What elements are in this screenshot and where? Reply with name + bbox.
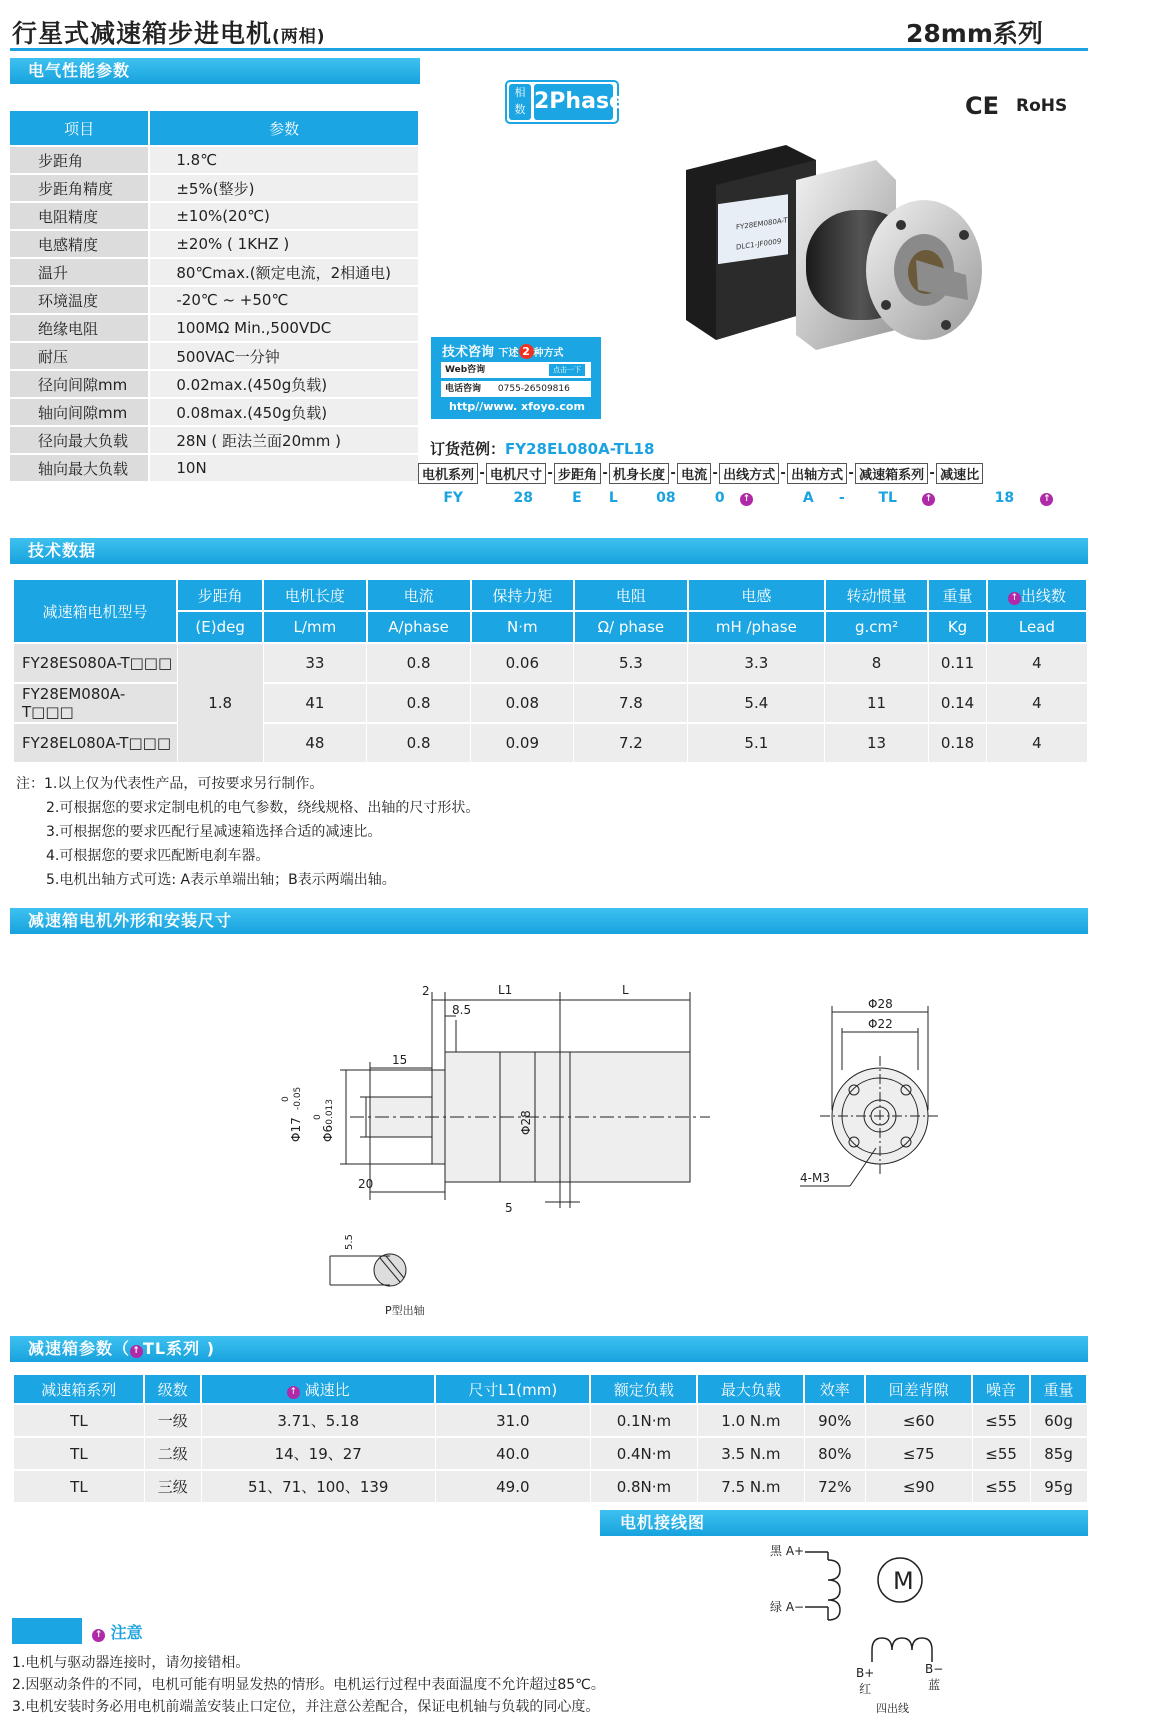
table-row	[10, 230, 418, 258]
header-cell	[987, 580, 1087, 611]
step-angle: 1.8	[177, 643, 263, 763]
value-cell: 7.2	[574, 723, 688, 763]
order-example-code: FY28EL080A-TL18	[505, 440, 655, 458]
lead-b-minus-text: B−	[925, 1662, 944, 1676]
dim-l1: L1	[498, 983, 513, 997]
unit-cell: (E)deg	[177, 611, 263, 643]
phase-cn-2: 数	[514, 103, 526, 116]
table-header	[10, 111, 418, 146]
value-cell: TL	[14, 1404, 144, 1437]
phase-cn-1: 相	[514, 86, 526, 99]
param-name: 耐压	[10, 342, 149, 370]
table-row	[10, 314, 418, 342]
note-text: 1.以上仅为代表性产品，可按要求另行制作。	[44, 776, 324, 792]
param-name: 径向间隙mm	[10, 370, 149, 398]
unit-cell: Ω/ phase	[574, 611, 688, 643]
order-dash: -	[479, 466, 485, 481]
notice-item: 3.电机安装时务必用电机前端盖安装止口定位，并注意公差配合，保证电机轴与负载的同心度。	[12, 1699, 600, 1715]
order-fields	[418, 463, 983, 484]
title-text: 行星式减速箱步进电机	[12, 19, 273, 48]
param-name: 电感精度	[10, 230, 149, 258]
note-text: 4.可根据您的要求匹配断电刹车器。	[46, 848, 270, 864]
order-values	[418, 485, 1088, 511]
electrical-table	[10, 111, 418, 483]
table-row	[10, 258, 418, 286]
table-row	[10, 286, 418, 314]
motor-letter: M	[893, 1567, 914, 1595]
motor-illustration	[676, 140, 1026, 390]
header-text: 出线数	[1020, 586, 1066, 605]
dim-20: 20	[358, 1177, 374, 1191]
note-item	[16, 868, 479, 892]
value-cell: 60g	[1030, 1404, 1087, 1437]
col-param: 参数	[149, 111, 418, 146]
p-shaft-label: P型出轴	[385, 1304, 425, 1317]
electrical-rows	[10, 146, 418, 482]
web-consult-row[interactable]	[441, 362, 591, 378]
order-field: 出线方式	[720, 464, 779, 484]
lead-a-minus: 绿 A−	[770, 1600, 805, 1614]
model-cell: FY28ES080A-T□□□	[14, 643, 177, 683]
header-cell: 回差背隙	[865, 1375, 972, 1404]
value-cell: 5.3	[574, 643, 688, 683]
value-cell: 48	[263, 723, 366, 763]
coil-b	[872, 1638, 932, 1650]
value-cell: 49.0	[435, 1470, 590, 1502]
notice-title	[92, 1620, 143, 1643]
notes	[16, 772, 479, 892]
order-dash: -	[780, 466, 786, 481]
dim-phi17: Φ17	[289, 1117, 303, 1142]
phone-number: 0755-26509816	[497, 384, 570, 394]
value-cell: 40.0	[435, 1437, 590, 1470]
notice-item: 1.电机与驱动器连接时，请勿接错相。	[12, 1655, 250, 1671]
tech-rows	[14, 643, 1087, 763]
gearbox-table	[14, 1375, 1088, 1502]
order-field: 减速比	[937, 464, 983, 484]
consult-title-text: 技术咨询	[442, 345, 495, 360]
consult-box	[431, 337, 601, 419]
header-cell: 电感	[688, 580, 825, 611]
value-cell: 8	[825, 643, 928, 683]
lead-b-minus	[925, 1662, 943, 1693]
notice-title-text: 注意	[110, 1623, 143, 1642]
web-consult-label: Web咨询	[445, 365, 486, 375]
table-row	[14, 1470, 1087, 1502]
value-cell: 14、19、27	[201, 1437, 435, 1470]
nameplate-line2: DLC1-JF0009	[736, 236, 782, 252]
note-text: 3.可根据您的要求匹配行星减速箱选择合适的减速比。	[46, 824, 382, 840]
param-value: ±10%(20℃)	[149, 202, 418, 230]
value-cell: 0.06	[471, 643, 574, 683]
table-row	[14, 1437, 1087, 1470]
param-value: 28N ( 距法兰面20mm )	[149, 426, 418, 454]
unit-cell: N·m	[471, 611, 574, 643]
value-cell: 0.1N·m	[590, 1404, 697, 1437]
notes-list	[16, 772, 479, 892]
ce-mark: CE	[965, 92, 1000, 120]
order-value: A	[802, 490, 814, 506]
note-item	[16, 820, 479, 844]
header-cell	[201, 1375, 435, 1404]
series-label: 28mm系列	[906, 19, 1043, 48]
order-value-row	[418, 485, 1088, 511]
model-cell: FY28EL080A-T□□□	[14, 723, 177, 763]
dim-phi28: Φ28	[519, 1110, 533, 1135]
table-row	[10, 146, 418, 174]
value-cell: 0.8	[367, 723, 471, 763]
value-cell: 80%	[804, 1437, 865, 1470]
header-cell: 重量	[1030, 1375, 1087, 1404]
dim-15: 15	[392, 1053, 408, 1067]
value-cell: 95g	[1030, 1470, 1087, 1502]
order-field: 出轴方式	[788, 464, 847, 484]
order-field: 电机尺寸	[487, 464, 546, 484]
dim-8-5: 8.5	[452, 1003, 472, 1017]
table-row	[14, 723, 1087, 763]
notice-block	[12, 1618, 82, 1644]
header-cell: 重量	[928, 580, 987, 611]
value-cell: ≤55	[972, 1437, 1030, 1470]
circle-icon: ↑	[1008, 592, 1021, 605]
gearbox-header	[14, 1375, 1087, 1404]
order-value: 18	[994, 490, 1015, 506]
page-title	[12, 14, 326, 50]
note-item	[16, 772, 479, 796]
param-name: 径向最大负载	[10, 426, 149, 454]
order-value: FY	[443, 490, 464, 506]
param-value: 0.08max.(450g负载)	[149, 398, 418, 426]
table-row	[14, 683, 1087, 723]
unit-cell: g.cm²	[825, 611, 928, 643]
header-cell: 减速箱电机型号	[14, 580, 177, 643]
dim-2: 2	[422, 984, 430, 998]
title-rule	[10, 48, 1088, 51]
order-dash: -	[670, 466, 676, 481]
param-value: 100MΩ Min.,500VDC	[149, 314, 418, 342]
website-link[interactable]: http//www. xfoyo.com	[449, 400, 585, 413]
value-cell: ≤90	[865, 1470, 972, 1502]
notice-list	[12, 1652, 605, 1718]
param-name: 步距角	[10, 146, 149, 174]
value-cell: 二级	[144, 1437, 201, 1470]
param-name: 轴向最大负载	[10, 454, 149, 482]
order-field: 减速箱系列	[856, 464, 928, 484]
dim-phi6-tol-dn: -0.013	[325, 1098, 335, 1128]
value-cell: 85g	[1030, 1437, 1087, 1470]
value-cell: 0.14	[928, 683, 987, 723]
table-row	[10, 342, 418, 370]
value-cell: 7.8	[574, 683, 688, 723]
value-cell: 11	[825, 683, 928, 723]
header-cell: 电流	[367, 580, 471, 611]
note-prefix: 注：	[16, 776, 44, 792]
value-cell: 0.8	[367, 643, 471, 683]
order-field-row	[419, 464, 983, 484]
order-example	[430, 438, 654, 459]
notice-item: 2.因驱动条件的不同，电机可能有明显发热的情形。电机运行过程中表面温度不允许超过85℃。	[12, 1677, 605, 1693]
order-value: 28	[513, 490, 533, 506]
value-cell: 0.8	[367, 683, 471, 723]
lead-b-plus-text: B+	[856, 1666, 875, 1680]
value-cell: 4	[987, 683, 1087, 723]
param-value: 1.8℃	[149, 146, 418, 174]
header-cell: 额定负载	[590, 1375, 697, 1404]
header-cell: 电阻	[574, 580, 688, 611]
param-value: ±20% ( 1KHZ )	[149, 230, 418, 258]
circle-icon: ↑	[130, 1345, 143, 1358]
value-cell: 3.5 N.m	[697, 1437, 804, 1470]
tech-header	[14, 580, 1087, 643]
tech-table	[14, 580, 1088, 764]
note-text: 5.电机出轴方式可选: A表示单端出轴；B表示两端出轴。	[46, 872, 396, 888]
header-cell: 噪音	[972, 1375, 1030, 1404]
value-cell: 4	[987, 643, 1087, 683]
order-value: -	[838, 490, 845, 506]
param-name: 绝缘电阻	[10, 314, 149, 342]
phase-badge	[505, 80, 624, 124]
unit-cell: A/phase	[367, 611, 471, 643]
param-value: -20℃ ~ +50℃	[149, 286, 418, 314]
consult-num: 2	[519, 344, 534, 359]
gearbox-title: 减速箱参数（	[28, 1339, 131, 1358]
value-cell: 0.18	[928, 723, 987, 763]
dim-5-5: 5.5	[344, 1234, 355, 1250]
order-dash: -	[929, 466, 935, 481]
header-cell: 电机长度	[263, 580, 366, 611]
value-cell: 51、71、100、139	[201, 1470, 435, 1502]
dim-phi17-tol-dn: -0.05	[293, 1086, 303, 1110]
header-cell: 级数	[144, 1375, 201, 1404]
order-dash: -	[602, 466, 608, 481]
table-row	[14, 1404, 1087, 1437]
header-cell: 效率	[804, 1375, 865, 1404]
section-wiring: 电机接线图	[600, 1510, 1088, 1536]
order-dash: -	[712, 466, 718, 481]
coil-a	[828, 1560, 840, 1620]
header-cell: 保持力矩	[471, 580, 574, 611]
order-field: 机身长度	[610, 464, 669, 484]
value-cell: 三级	[144, 1470, 201, 1502]
order-label: 订货范例：	[430, 440, 506, 458]
order-value: L	[608, 490, 618, 506]
unit-cell: Lead	[987, 611, 1087, 643]
param-name: 步距角精度	[10, 174, 149, 202]
param-value: ±5%(整步)	[149, 174, 418, 202]
consult-title	[442, 341, 564, 360]
header-cell: 减速箱系列	[14, 1375, 144, 1404]
value-cell: 13	[825, 723, 928, 763]
order-dash: -	[848, 466, 854, 481]
value-cell: 一级	[144, 1404, 201, 1437]
section-electrical: 电气性能参数	[10, 58, 420, 84]
param-name: 温升	[10, 258, 149, 286]
value-cell: TL	[14, 1470, 144, 1502]
web-consult-button[interactable]: 点击一下	[549, 364, 585, 376]
circle-icon: ↑	[287, 1386, 300, 1399]
order-field: 电机系列	[419, 464, 478, 484]
section-tech: 技术数据	[10, 538, 1088, 564]
order-field: 电流	[678, 464, 711, 484]
lead-b-plus-color: 红	[859, 1682, 872, 1696]
value-cell: 3.71、5.18	[201, 1404, 435, 1437]
value-cell: TL	[14, 1437, 144, 1470]
phase-cn	[509, 84, 531, 120]
table-row	[10, 202, 418, 230]
unit-cell: L/mm	[263, 611, 366, 643]
value-cell: 0.11	[928, 643, 987, 683]
param-value: 500VAC一分钟	[149, 342, 418, 370]
phone-consult-label: 电话咨询	[445, 384, 482, 394]
header-cell: 最大负载	[697, 1375, 804, 1404]
value-cell: 0.4N·m	[590, 1437, 697, 1470]
note-item	[16, 796, 479, 820]
value-cell: 72%	[804, 1470, 865, 1502]
order-circle-icon: ↑	[1039, 485, 1088, 511]
lead-a-plus: 黑 A+	[770, 1544, 805, 1558]
title-suffix: (两相)	[272, 27, 326, 47]
motor-nameplate	[718, 194, 788, 264]
order-dash: -	[547, 466, 553, 481]
value-cell: ≤75	[865, 1437, 972, 1470]
header-text: 减速比	[304, 1380, 350, 1399]
dim-phi17-tol-up: 0	[281, 1096, 291, 1102]
value-cell: 1.0 N.m	[697, 1404, 804, 1437]
param-name: 环境温度	[10, 286, 149, 314]
param-value: 10N	[149, 454, 418, 482]
note-item	[16, 844, 479, 868]
param-name: 轴向间隙mm	[10, 398, 149, 426]
front-view-drawing	[780, 990, 960, 1200]
dim-phi6-tol-up: 0	[313, 1114, 323, 1120]
table-row	[10, 398, 418, 426]
value-cell: 33	[263, 643, 366, 683]
lead-count-label: 四出线	[876, 1702, 909, 1715]
value-cell: 0.8N·m	[590, 1470, 697, 1502]
col-item: 项目	[10, 111, 149, 146]
notice-icon: ↑	[92, 1629, 105, 1642]
gearbox-rows	[14, 1404, 1087, 1502]
order-value: TL	[878, 490, 897, 506]
value-cell: 3.3	[688, 643, 825, 683]
rohs-mark: RoHS	[1016, 96, 1068, 116]
table-row	[14, 643, 1087, 683]
value-cell: ≤55	[972, 1404, 1030, 1437]
header-cell: 尺寸L1(mm)	[435, 1375, 590, 1404]
param-name: 电阻精度	[10, 202, 149, 230]
order-value: 0	[714, 490, 725, 506]
value-cell: 4	[987, 723, 1087, 763]
header-cell: 步距角	[177, 580, 263, 611]
param-value: 0.02max.(450g负载)	[149, 370, 418, 398]
gearbox-title-tail: TL系列 )	[143, 1339, 216, 1358]
dim-phi6: Φ6	[321, 1124, 335, 1142]
unit-cell: Kg	[928, 611, 987, 643]
value-cell: 0.08	[471, 683, 574, 723]
value-cell: 41	[263, 683, 366, 723]
order-field: 步距角	[555, 464, 601, 484]
value-cell: 31.0	[435, 1404, 590, 1437]
front-dim-m3: 4-M3	[800, 1171, 830, 1185]
value-cell: 0.09	[471, 723, 574, 763]
consult-sub: 下述	[498, 348, 519, 359]
param-value: 80℃max.(额定电流，2相通电)	[149, 258, 418, 286]
nameplate-line1: FY28EM080A-T	[736, 215, 788, 232]
dim-5: 5	[505, 1201, 513, 1215]
wiring-diagram	[760, 1540, 990, 1710]
order-circle-icon: ↑	[921, 485, 970, 511]
value-cell: 5.1	[688, 723, 825, 763]
front-dim-phi28: Φ28	[868, 997, 893, 1011]
phone-consult-row	[441, 381, 591, 397]
lead-b-minus-color: 蓝	[928, 1678, 941, 1692]
section-dimensions: 减速箱电机外形和安装尺寸	[10, 908, 1088, 934]
consult-sub2: 种方式	[533, 348, 564, 359]
unit-cell: mH /phase	[688, 611, 825, 643]
phase-value: 2Phase	[534, 84, 613, 120]
value-cell: ≤60	[865, 1404, 972, 1437]
lead-b-plus	[856, 1666, 874, 1697]
front-dim-phi22: Φ22	[868, 1017, 893, 1031]
value-cell: 7.5 N.m	[697, 1470, 804, 1502]
value-cell: 5.4	[688, 683, 825, 723]
section-gearbox	[10, 1336, 1088, 1362]
value-cell: 90%	[804, 1404, 865, 1437]
header-cell: 转动惯量	[825, 580, 928, 611]
header-row	[14, 580, 1087, 611]
model-cell: FY28EM080A-T□□□	[14, 683, 177, 723]
table-row	[10, 454, 418, 482]
dim-l: L	[622, 983, 629, 997]
order-value: E	[572, 490, 582, 506]
table-row	[10, 426, 418, 454]
order-circle-icon: ↑	[739, 485, 788, 511]
value-cell: ≤55	[972, 1470, 1030, 1502]
side-view-drawing	[270, 980, 730, 1320]
table-row	[10, 370, 418, 398]
order-value: 08	[656, 490, 676, 506]
table-row	[10, 174, 418, 202]
note-text: 2.可根据您的要求定制电机的电气参数，绕线规格、出轴的尺寸形状。	[46, 800, 480, 816]
